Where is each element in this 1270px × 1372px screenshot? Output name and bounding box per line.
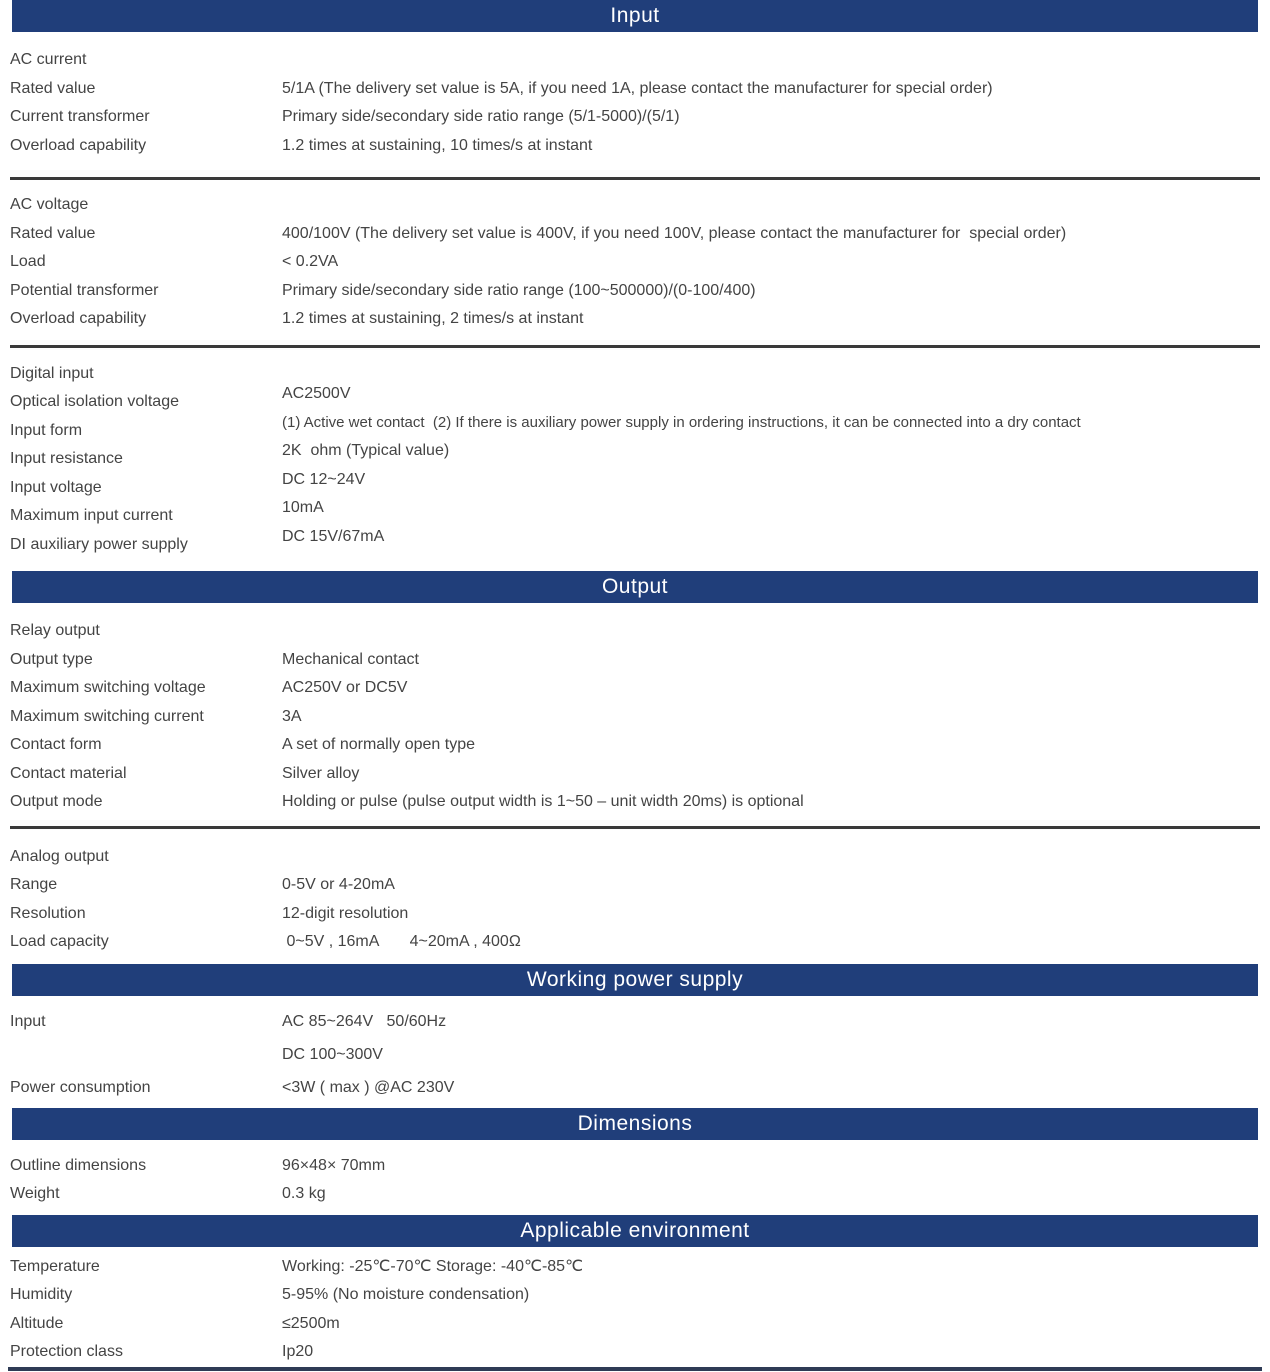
spec-value: AC250V or DC5V	[282, 679, 408, 696]
spec-label: DI auxiliary power supply	[10, 535, 188, 553]
spec-value: Ip20	[282, 1343, 314, 1360]
section-header-applicable-environment: Applicable environment	[12, 1215, 1258, 1247]
spec-label: Range	[10, 876, 58, 893]
spec-value: 5-95% (No moisture condensation)	[282, 1286, 530, 1303]
spec-row	[0, 527, 1270, 560]
spec-row	[0, 674, 1270, 703]
spec-row	[0, 1038, 1270, 1071]
spec-label: Humidity	[10, 1286, 73, 1303]
spec-label: Outline dimensions	[10, 1156, 147, 1174]
spec-value: 3A	[282, 707, 302, 725]
spec-value: DC 100~300V	[282, 1045, 383, 1063]
spec-row	[0, 1281, 1270, 1310]
spec-value: Holding or pulse (pulse output width is 1~50 – unit width 20ms) is optional	[282, 793, 804, 810]
spec-row	[0, 46, 1270, 75]
spec-value: DC 12~24V	[282, 470, 366, 488]
spec-label: Rated value	[10, 79, 96, 97]
group-relay-output	[0, 603, 1270, 826]
spec-row	[0, 760, 1270, 789]
group-ac-current	[0, 32, 1270, 177]
spec-row	[0, 220, 1270, 249]
spec-value: Silver alloy	[282, 764, 360, 782]
section-header-input: Input	[12, 0, 1258, 32]
spec-value: 2K ohm (Typical value)	[282, 442, 450, 459]
spec-row	[0, 75, 1270, 104]
spec-row	[0, 900, 1270, 929]
spec-value: 400/100V (The delivery set value is 400V, if you need 100V, please contact the manufacturer for special order)	[282, 224, 1067, 242]
spec-label: Power consumption	[10, 1078, 151, 1096]
spec-label: Load capacity	[10, 933, 109, 950]
spec-label: Potential transformer	[10, 281, 159, 299]
spec-row	[0, 703, 1270, 732]
spec-label: Overload capability	[10, 136, 147, 154]
spec-row	[0, 871, 1270, 900]
group-title: Relay output	[10, 622, 100, 639]
spec-value: ≤2500m	[282, 1314, 340, 1332]
spec-label: Input voltage	[10, 478, 102, 496]
group-digital-input	[0, 348, 1270, 572]
spec-value: AC 85~264V 50/60Hz	[282, 1012, 447, 1030]
spec-row	[0, 1152, 1270, 1181]
spec-row	[0, 731, 1270, 760]
spec-value: 0-5V or 4-20mA	[282, 876, 395, 893]
spec-value: < 0.2VA	[282, 253, 339, 270]
spec-label: Input	[10, 1012, 46, 1030]
spec-value: 0.3 kg	[282, 1185, 326, 1202]
spec-label: Rated value	[10, 224, 96, 242]
spec-row	[0, 191, 1270, 220]
spec-value: 5/1A (The delivery set value is 5A, if you need 1A, please contact the manufacturer for special order)	[282, 79, 993, 97]
spec-value: Working: -25℃-70℃ Storage: -40℃-85℃	[282, 1257, 584, 1275]
spec-row	[0, 1253, 1270, 1282]
spec-label: Contact form	[10, 736, 102, 753]
section-header-dimensions: Dimensions	[12, 1108, 1258, 1140]
spec-label: Altitude	[10, 1314, 64, 1332]
spec-label: Weight	[10, 1185, 60, 1202]
spec-label: Input resistance	[10, 450, 123, 467]
spec-label: Current transformer	[10, 108, 150, 125]
spec-label: Overload capability	[10, 310, 147, 327]
spec-value: 0~5V , 16mA 4~20mA , 400Ω	[282, 933, 521, 950]
spec-row	[0, 1310, 1270, 1339]
spec-label: Resolution	[10, 904, 86, 922]
spec-value: A set of normally open type	[282, 736, 475, 753]
spec-row	[0, 788, 1270, 817]
group-dimensions	[0, 1140, 1270, 1215]
spec-row	[0, 277, 1270, 306]
spec-value: 96×48× 70mm	[282, 1156, 386, 1174]
spec-label: Maximum input current	[10, 507, 173, 524]
spec-row	[0, 1180, 1270, 1209]
spec-value: Primary side/secondary side ratio range (5/1-5000)/(5/1)	[282, 108, 680, 125]
spec-label: Output mode	[10, 793, 103, 810]
spec-label: Maximum switching current	[10, 707, 204, 725]
spec-row	[0, 928, 1270, 957]
spec-value: Mechanical contact	[282, 650, 419, 668]
spec-label: Contact material	[10, 764, 127, 782]
spec-row	[0, 248, 1270, 277]
spec-label: Protection class	[10, 1343, 123, 1360]
spec-row	[0, 1071, 1270, 1104]
spec-value: 1.2 times at sustaining, 10 times/s at instant	[282, 136, 593, 154]
spec-row	[0, 132, 1270, 161]
spec-value: AC2500V	[282, 385, 351, 402]
group-title: AC current	[10, 51, 87, 68]
group-analog-output	[0, 829, 1270, 964]
spec-label: Optical isolation voltage	[10, 393, 179, 410]
spec-label: Output type	[10, 650, 93, 668]
group-working-power-supply	[0, 996, 1270, 1108]
group-ac-voltage	[0, 180, 1270, 345]
spec-value: (1) Active wet contact (2) If there is auxiliary power supply in ordering instructions, it can be connected into a dry contact	[282, 413, 1081, 431]
spec-value: DC 15V/67mA	[282, 527, 385, 545]
spec-row	[0, 617, 1270, 646]
section-header-working-power-supply: Working power supply	[12, 964, 1258, 996]
section-header-output: Output	[12, 571, 1258, 603]
spec-value: 1.2 times at sustaining, 2 times/s at instant	[282, 310, 584, 327]
bottom-rule	[8, 1367, 1262, 1371]
spec-row	[0, 103, 1270, 132]
group-applicable-environment	[0, 1247, 1270, 1367]
spec-label: Load	[10, 253, 46, 270]
spec-label: Temperature	[10, 1257, 100, 1275]
spec-value: 10mA	[282, 499, 324, 516]
group-title: Digital input	[10, 364, 94, 382]
spec-label	[0, 1038, 282, 1071]
group-title: AC voltage	[10, 196, 89, 213]
group-title: Analog output	[10, 847, 109, 865]
spec-label: Input form	[10, 421, 83, 439]
spec-row	[0, 843, 1270, 872]
spec-row	[0, 1005, 1270, 1038]
spec-label: Maximum switching voltage	[10, 679, 206, 696]
spec-value: <3W ( max ) @AC 230V	[282, 1078, 455, 1096]
spec-row	[0, 1338, 1270, 1367]
spec-row	[0, 305, 1270, 334]
spec-row	[0, 646, 1270, 675]
spec-value: 12-digit resolution	[282, 904, 409, 922]
spec-value: Primary side/secondary side ratio range (100~500000)/(0-100/400)	[282, 281, 756, 299]
